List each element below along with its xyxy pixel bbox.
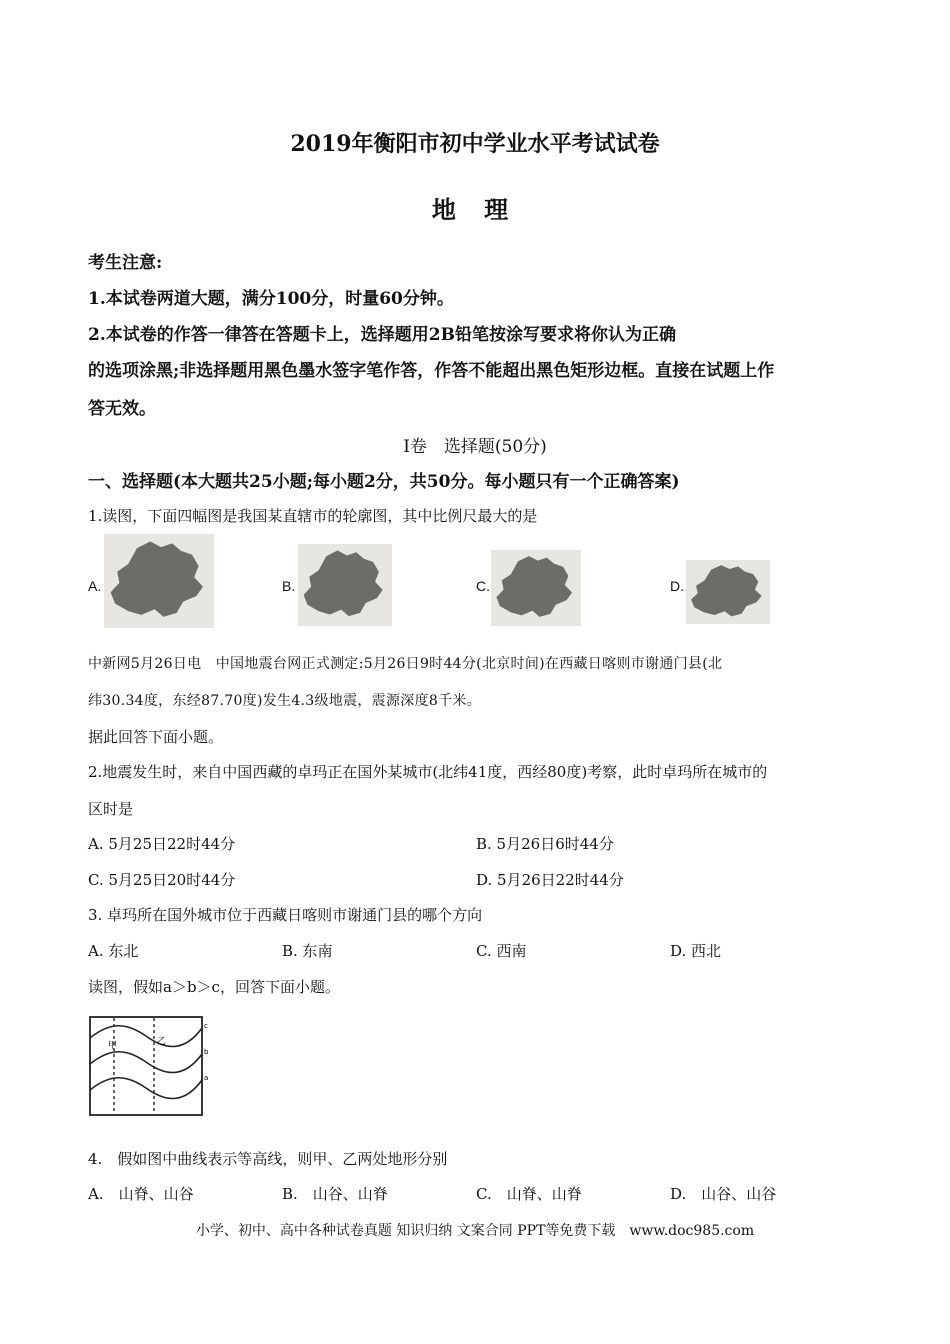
- question-2-stem-1: 2.地震发生时，来自中国西藏的卓玛正在国外某城市(北纬41度，西经80度)考察，此时卓玛所在城市的: [88, 763, 768, 781]
- question-1-stem: 1.读图，下面四幅图是我国某直辖市的轮廓图，其中比例尺最大的是: [88, 507, 538, 525]
- question-2-option-c: C. 5月25日20时44分: [88, 871, 236, 889]
- notice-line-2b: 的选项涂黑;非选择题用黑色墨水签字笔作答，作答不能超出黑色矩形边框。直接在试题上作: [88, 361, 775, 381]
- notice-line-1: 1.本试卷两道大题，满分100分，时量60分钟。: [88, 289, 454, 309]
- label-a: a: [204, 1074, 209, 1082]
- option-d-label: D.: [670, 578, 684, 594]
- label-b: b: [204, 1048, 209, 1056]
- question-2-stem-2: 区时是: [88, 800, 134, 818]
- contour-lines-figure: [88, 1014, 212, 1118]
- section-heading: 一、选择题(本大题共25小题;每小题2分，共50分。每小题只有一个正确答案): [88, 472, 680, 492]
- label-jia: 甲: [108, 1041, 118, 1051]
- news-line-1: 中新网5月26日电 中国地震台网正式测定:5月26日9时44分(北京时间)在西藏日喀则市谢通门县(北: [88, 656, 723, 672]
- beijing-outline-b: [298, 544, 392, 626]
- option-a-label: A.: [88, 578, 102, 594]
- question-4-stem: 4. 假如图中曲线表示等高线，则甲、乙两处地形分别: [88, 1150, 448, 1168]
- contour-diagram: [88, 1014, 212, 1118]
- map-option-d: [686, 560, 770, 624]
- question-3-option-c: C. 西南: [476, 942, 527, 960]
- map-option-c: [491, 550, 581, 626]
- beijing-outline-a: [104, 534, 214, 628]
- question-3-option-b: B. 东南: [282, 942, 333, 960]
- news-line-3: 据此回答下面小题。: [88, 728, 224, 746]
- option-c-label: C.: [476, 578, 490, 594]
- map-option-a: [104, 534, 214, 628]
- subject-title: 地 理: [431, 195, 519, 224]
- question-3-option-a: A. 东北: [88, 942, 139, 960]
- section-title: Ⅰ卷 选择题(50分): [403, 437, 547, 457]
- label-c: c: [204, 1022, 208, 1030]
- news-line-2: 纬30.34度，东经87.70度)发生4.3级地震，震源深度8千米。: [88, 693, 481, 709]
- question-2-option-a: A. 5月25日22时44分: [88, 835, 236, 853]
- beijing-outline-c: [491, 550, 581, 626]
- question-3-stem: 3. 卓玛所在国外城市位于西藏日喀则市谢通门县的哪个方向: [88, 906, 483, 924]
- question-4-option-a: A. 山脊、山谷: [88, 1185, 194, 1203]
- exam-title: 2019年衡阳市初中学业水平考试试卷: [290, 131, 660, 157]
- notice-line-2a: 2.本试卷的作答一律答在答题卡上，选择题用2B铅笔按涂写要求将你认为正确: [88, 325, 676, 345]
- beijing-outline-d: [686, 560, 770, 624]
- option-b-label: B.: [282, 578, 296, 594]
- map-option-b: [298, 544, 392, 626]
- question-2-option-b: B. 5月26日6时44分: [476, 835, 614, 853]
- notice-heading: 考生注意:: [88, 253, 163, 273]
- question-4-option-b: B. 山谷、山脊: [282, 1185, 388, 1203]
- label-yi: 乙: [157, 1037, 167, 1047]
- page-footer: 小学、初中、高中各种试卷真题 知识归纳 文案合同 PPT等免费下载 www.doc985.com: [195, 1223, 755, 1239]
- question-2-option-d: D. 5月26日22时44分: [476, 871, 624, 889]
- notice-line-2c: 答无效。: [88, 399, 156, 419]
- question-3-option-d: D. 西北: [670, 942, 722, 960]
- question-4-option-c: C. 山脊、山脊: [476, 1185, 582, 1203]
- question-4-intro: 读图，假如a＞b＞c，回答下面小题。: [88, 978, 340, 996]
- question-4-option-d: D. 山谷、山谷: [670, 1185, 777, 1203]
